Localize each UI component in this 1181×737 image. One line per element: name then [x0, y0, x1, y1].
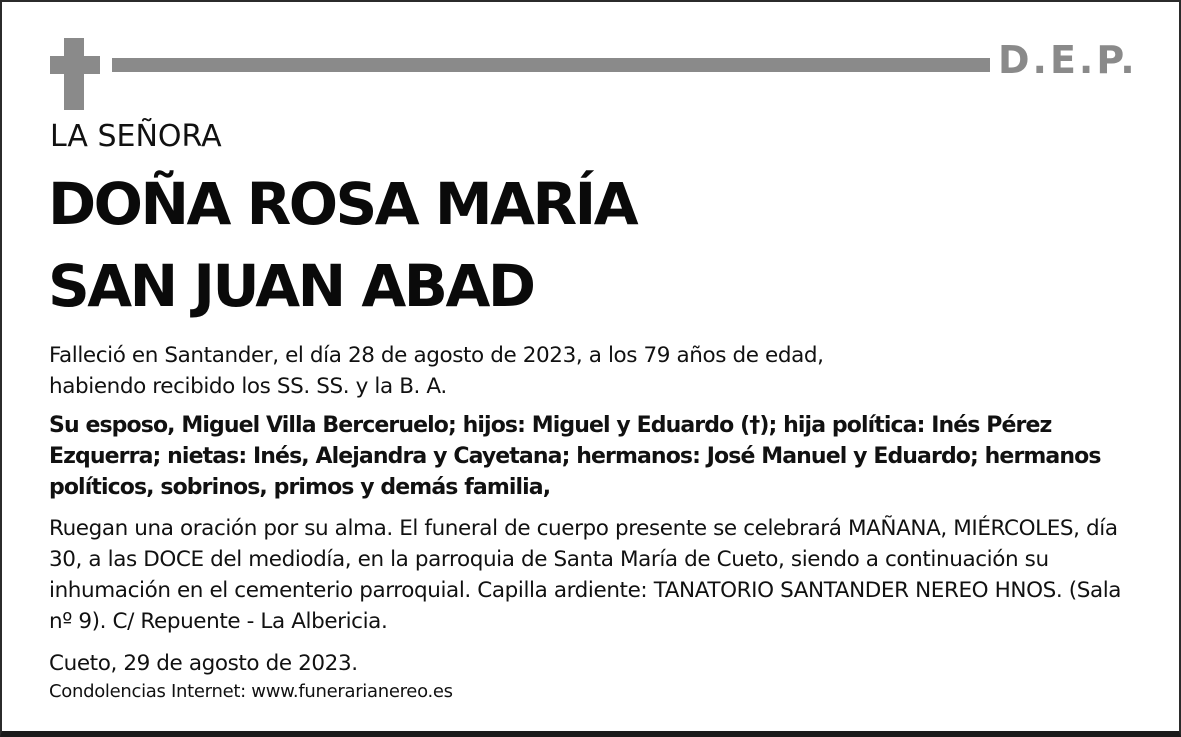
header-rule — [112, 58, 990, 72]
cross-horizontal-bar — [50, 56, 100, 74]
family-list: Su esposo, Miguel Villa Berceruelo; hijos: Miguel y Eduardo (†); hija política: Inés Pérez Ezquerra; nietas: Inés, Alejandra y Cayetana; hermanos: José Manuel y Eduardo; hermanos políticos, sobrinos, primos y demás familia, — [49, 413, 1101, 500]
deceased-name-line-1: DOÑA ROSA MARÍA — [48, 170, 637, 238]
dep-label: D.E.P. — [998, 38, 1138, 82]
honorific: LA SEÑORA — [50, 119, 222, 154]
cross-vertical-bar — [64, 38, 84, 110]
deceased-name-line-2: SAN JUAN ABAD — [48, 252, 534, 320]
condolences-link: Condolencias Internet: www.funerarianereo.es — [49, 681, 453, 702]
place-date: Cueto, 29 de agosto de 2023. — [49, 651, 358, 676]
death-notice: Falleció en Santander, el día 28 de agosto de 2023, a los 79 años de edad, habiendo recibido los SS. SS. y la B. A. — [49, 343, 824, 399]
ceremony-details: Ruegan una oración por su alma. El funeral de cuerpo presente se celebrará MAÑANA, MIÉRCOLES, día 30, a las DOCE del mediodía, en la parroquia de Santa María de Cueto, siendo a continuación su inhumación en el cementerio parroquial. Capilla ardiente: TANATORIO SANTANDER NEREO HNOS. (Sala nº 9). C/ Repuente - La Albericia. — [49, 516, 1122, 634]
